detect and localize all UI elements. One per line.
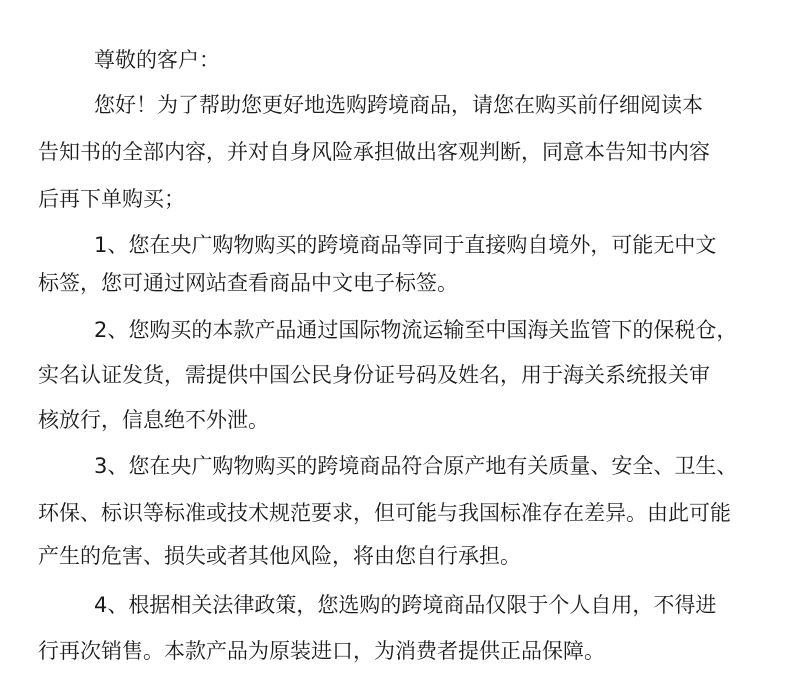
- intro-line-2: 告知书的全部内容，并对自身风险承担做出客观判断，同意本告知书内容: [38, 140, 710, 164]
- item-4-line-1: 4、根据相关法律政策，您选购的跨境商品仅限于个人自用，不得进: [94, 593, 717, 617]
- item-2-line-1: 2、您购买的本款产品通过国际物流运输至中国海关监管下的保税仓，: [94, 318, 738, 342]
- item-1-line-1: 1、您在央广购物购买的跨境商品等同于直接购自境外，可能无中文: [94, 233, 717, 257]
- item-2-line-3: 核放行，信息绝不外泄。: [38, 408, 269, 432]
- item-3-line-1: 3、您在央广购物购买的跨境商品符合原产地有关质量、安全、卫生、: [94, 454, 738, 478]
- item-1-line-2: 标签，您可通过网站查看商品中文电子标签。: [38, 271, 458, 295]
- item-3-line-2: 环保、标识等标准或技术规范要求，但可能与我国标准存在差异。由此可能: [38, 501, 731, 525]
- item-4-line-2: 行再次销售。本款产品为原装进口，为消费者提供正品保障。: [38, 639, 605, 663]
- item-3-line-3: 产生的危害、损失或者其他风险，将由您自行承担。: [38, 544, 521, 568]
- item-2-line-2: 实名认证发货，需提供中国公民身份证号码及姓名，用于海关系统报关审: [38, 363, 710, 387]
- intro-line-3: 后再下单购买；: [38, 187, 185, 211]
- greeting: 尊敬的客户：: [94, 48, 220, 72]
- intro-line-1: 您好！为了帮助您更好地选购跨境商品，请您在购买前仔细阅读本: [94, 93, 703, 117]
